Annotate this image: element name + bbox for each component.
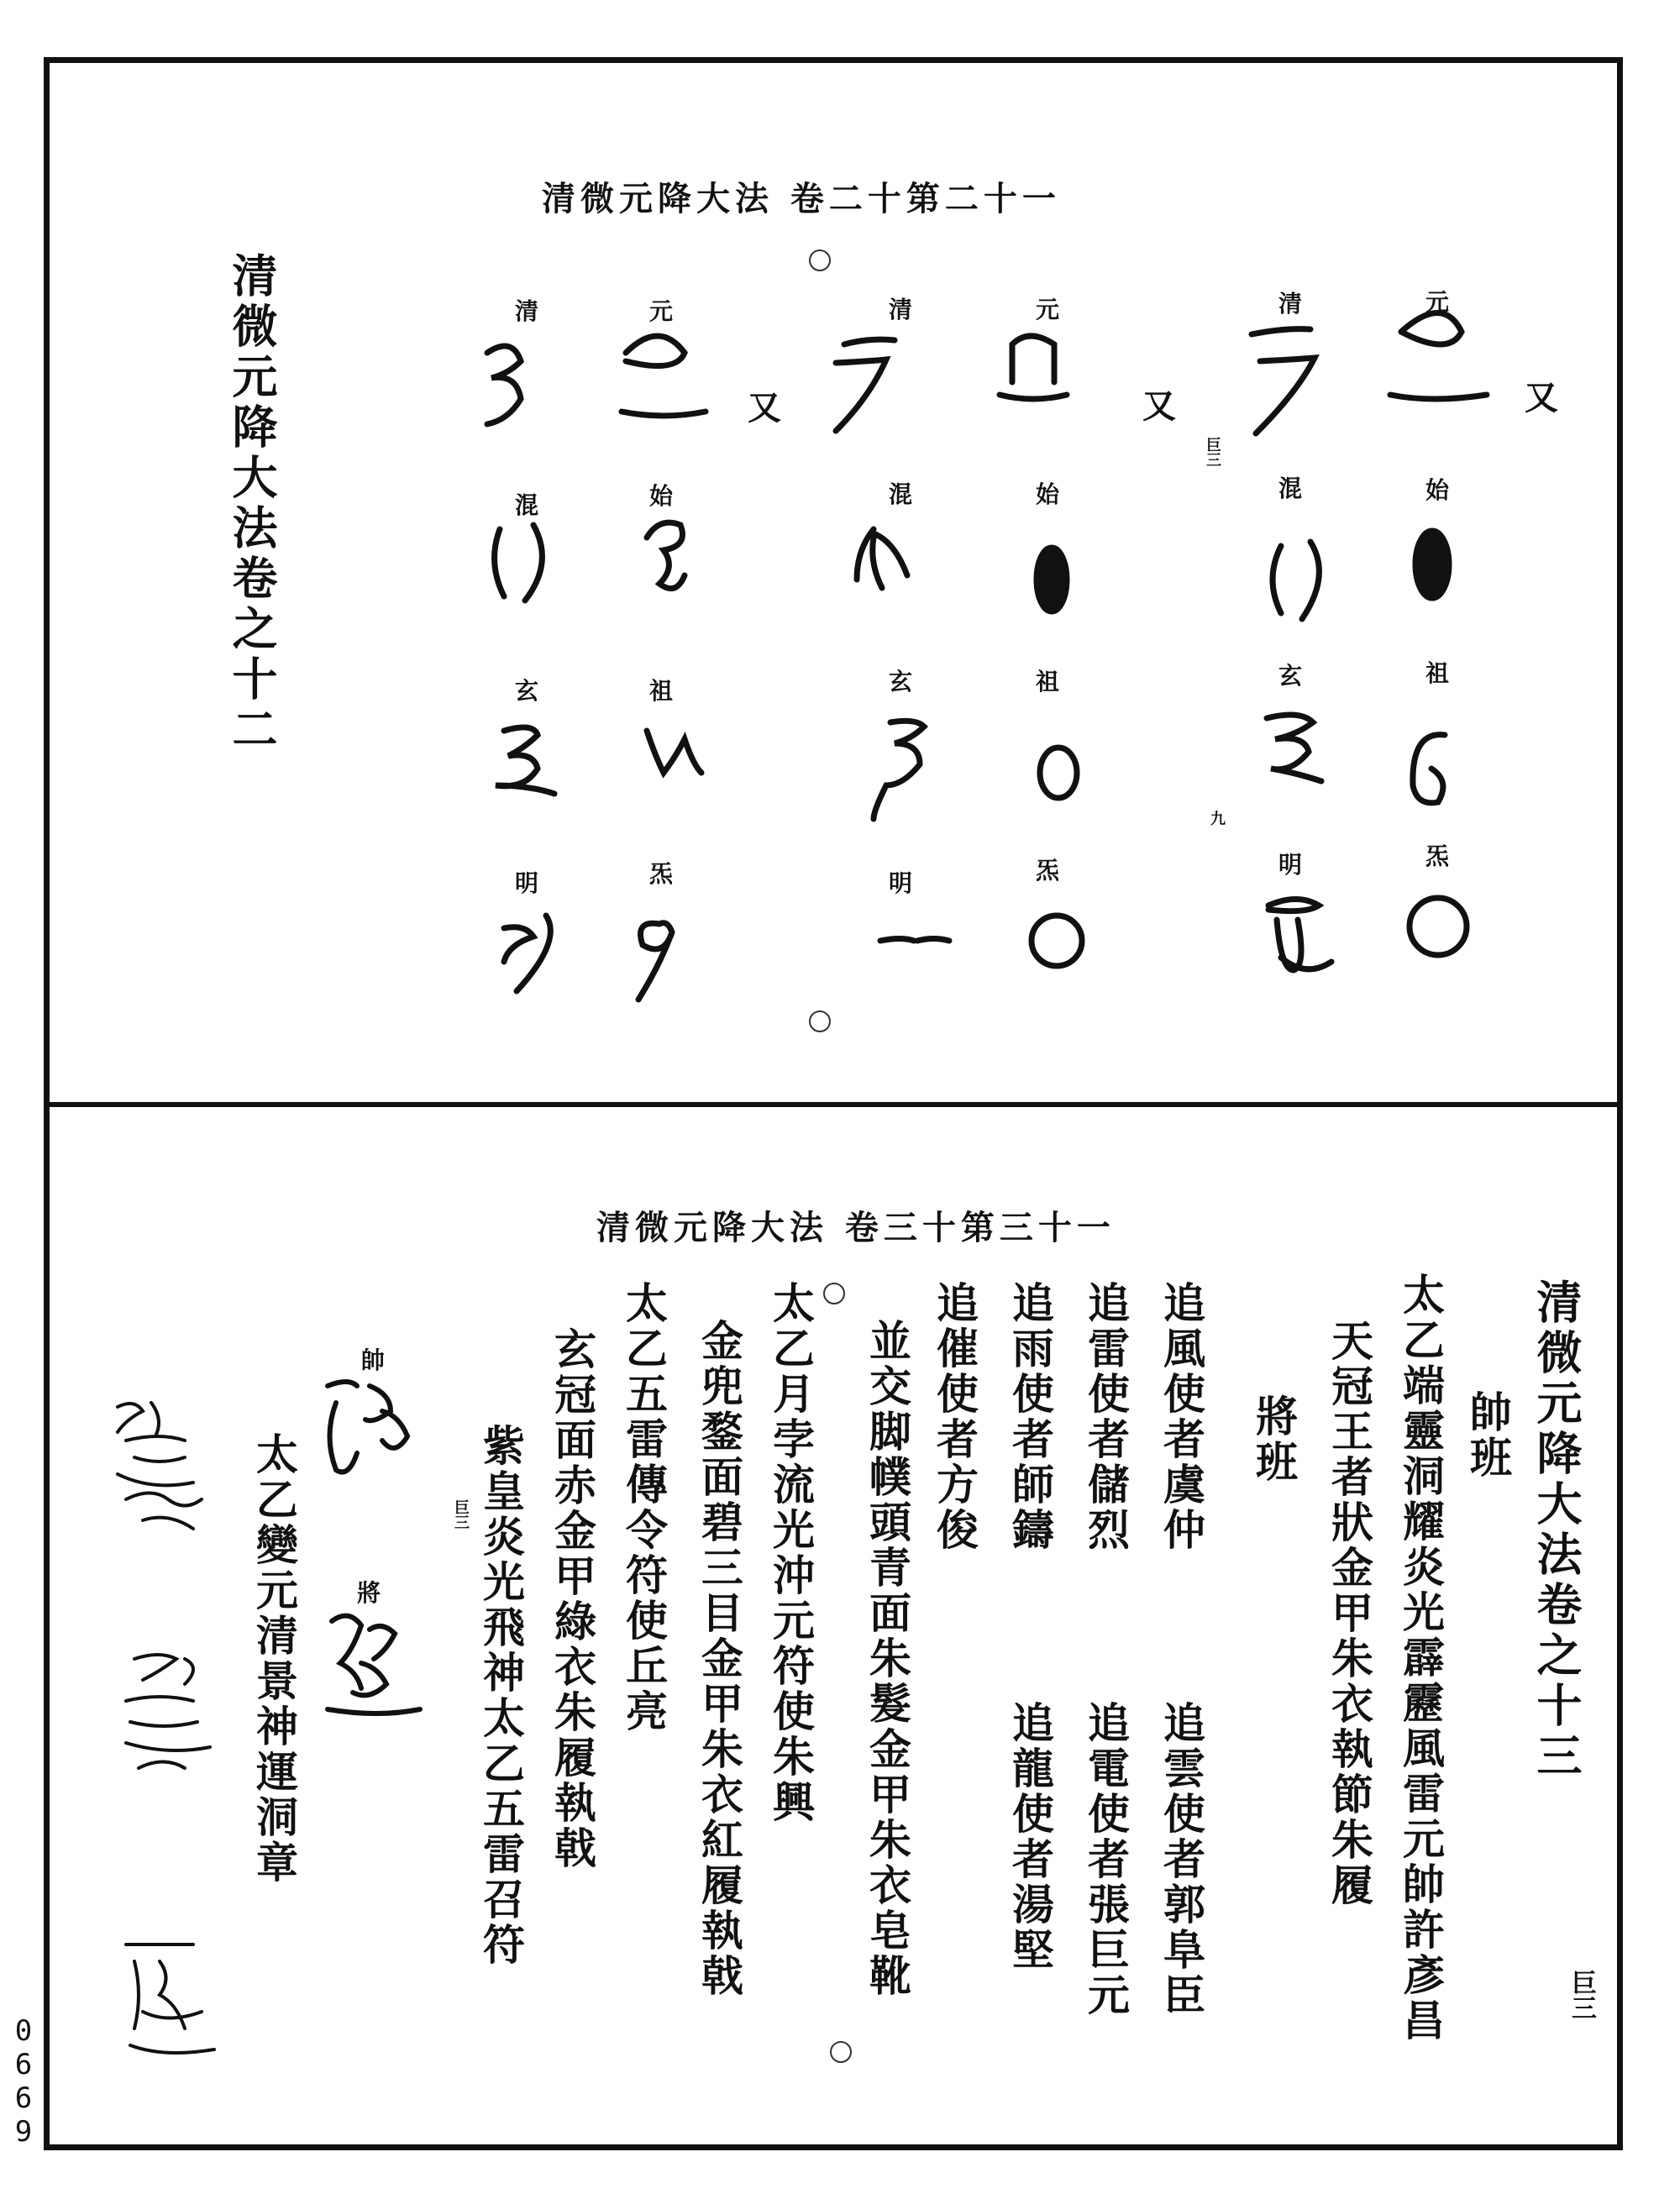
bottom-header: 清微元降大法 卷三十第三十一 <box>596 1208 1116 1247</box>
glyph-qing-icon <box>487 346 521 424</box>
talisman-label: 清 <box>1278 290 1303 318</box>
you-marker: 又 <box>1142 386 1176 426</box>
glyph-qing-icon <box>1252 329 1315 433</box>
text-column: 追雷使者儲烈 <box>1081 1281 1131 1553</box>
panel-divider <box>44 1102 1623 1107</box>
glyph-qi-icon <box>1410 898 1467 955</box>
talisman-label: 明 <box>515 869 539 897</box>
text-column: 紫皇炎光飛神太乙五雷召符 <box>476 1424 526 1968</box>
glyph-shuai-icon <box>328 1382 407 1472</box>
seal-script-talisman-icon <box>101 1390 235 2146</box>
talisman-label: 將 <box>357 1579 381 1607</box>
glyph-qi-icon <box>1032 916 1082 966</box>
talisman-label: 元 <box>649 297 674 325</box>
glyph-ming-icon <box>504 916 550 991</box>
margin-mark: 巨三 <box>1204 437 1221 467</box>
glyph-yuan-icon <box>622 336 706 416</box>
text-column: 追風使者虞仲 <box>1157 1281 1206 1553</box>
talisman-label: 混 <box>515 491 539 519</box>
binding-hole <box>823 1283 845 1304</box>
talisman-label: 炁 <box>1036 857 1060 884</box>
text-column: 帥班 <box>1463 1390 1513 1481</box>
page-mark: 巨三 <box>1567 1970 1596 2020</box>
binding-hole <box>830 2041 852 2063</box>
glyph-hun-icon <box>495 525 543 601</box>
glyph-yuan-icon <box>1390 313 1487 400</box>
glyph-hun-icon <box>857 529 907 588</box>
text-column: 太乙變元清景神運洞章 <box>249 1432 299 1886</box>
talisman-label: 玄 <box>889 668 913 695</box>
text-column: 太乙月孛流光沖元符使朱興 <box>766 1281 816 1825</box>
glyph-qing-icon <box>836 339 895 431</box>
glyph-xuan-icon <box>874 721 924 819</box>
talisman-label: 元 <box>1425 288 1450 316</box>
margin-mark: 巨三 <box>452 1499 470 1530</box>
text-column: 追電使者張巨元 <box>1081 1701 1131 2018</box>
glyph-zu-icon <box>1413 735 1445 803</box>
glyph-qi-icon <box>638 923 672 1000</box>
text-column: 太乙五雷傳令符使丘亮 <box>619 1281 669 1735</box>
glyph-yuan-icon <box>1000 336 1067 399</box>
talisman-label: 祖 <box>1036 668 1060 695</box>
text-column: 追雲使者郭阜臣 <box>1157 1701 1206 2018</box>
you-marker: 又 <box>748 388 781 428</box>
glyph-shi-icon <box>647 522 685 588</box>
chapter-title: 清微元降大法卷之十三 <box>1530 1278 1583 1782</box>
glyph-hun-icon <box>1273 542 1319 619</box>
talisman-label: 明 <box>1278 851 1303 879</box>
talisman-label: 混 <box>1278 475 1303 502</box>
talisman-label: 玄 <box>515 677 539 705</box>
glyph-zu-icon <box>1040 748 1077 798</box>
talisman-label: 明 <box>889 869 913 897</box>
text-column: 天冠王者狀金甲朱衣執節朱履 <box>1325 1319 1374 1908</box>
text-column: 玄冠面赤金甲綠衣朱履執戟 <box>548 1327 597 1871</box>
glyph-shi-icon <box>1415 531 1449 598</box>
talisman-label: 帥 <box>361 1346 386 1374</box>
talisman-label: 混 <box>889 480 913 508</box>
text-column: 將班 <box>1249 1394 1299 1485</box>
text-column: 並交脚幞頭青面朱髮金甲朱衣皂靴 <box>863 1319 912 1999</box>
text-column: 金兜鍪面碧三目金甲朱衣紅履執戟 <box>695 1319 744 1999</box>
text-column: 追催使者方俊 <box>930 1281 979 1553</box>
talisman-label: 祖 <box>649 677 674 705</box>
glyph-jiang-icon <box>328 1616 420 1714</box>
glyph-ming-icon <box>880 939 949 942</box>
talisman-label: 祖 <box>1425 659 1450 687</box>
talisman-glyphs-bottom <box>0 1344 504 2100</box>
talisman-glyphs-top <box>0 0 1680 1092</box>
margin-mark: 九 <box>1208 811 1226 826</box>
talisman-label: 清 <box>515 297 539 325</box>
talisman-label: 始 <box>649 482 674 510</box>
page-number: 0669 <box>7 2014 40 2149</box>
talisman-label: 始 <box>1425 476 1450 504</box>
glyph-xuan-icon <box>1267 715 1321 781</box>
top-header: 清微元降大法 卷二十第二十一 <box>542 179 1061 218</box>
glyph-shi-icon <box>1037 548 1067 611</box>
text-column: 太乙端靈洞耀炎光霹靂風雷元帥許彥昌 <box>1396 1273 1446 2044</box>
top-title-column: 清微元降大法卷之十二 <box>225 252 279 756</box>
talisman-label: 清 <box>889 296 913 323</box>
talisman-label: 元 <box>1036 296 1060 323</box>
talisman-label: 始 <box>1036 480 1060 508</box>
talisman-label: 炁 <box>1425 842 1450 870</box>
glyph-zu-icon <box>647 731 701 773</box>
text-column: 追雨使者師鑄 <box>1005 1281 1055 1553</box>
talisman-label: 炁 <box>649 860 674 888</box>
talisman-label: 玄 <box>1278 662 1303 690</box>
text-column: 追龍使者湯堅 <box>1005 1701 1055 1973</box>
you-marker: 又 <box>1525 378 1558 417</box>
glyph-ming-icon <box>1268 900 1331 971</box>
glyph-xuan-icon <box>496 727 554 794</box>
